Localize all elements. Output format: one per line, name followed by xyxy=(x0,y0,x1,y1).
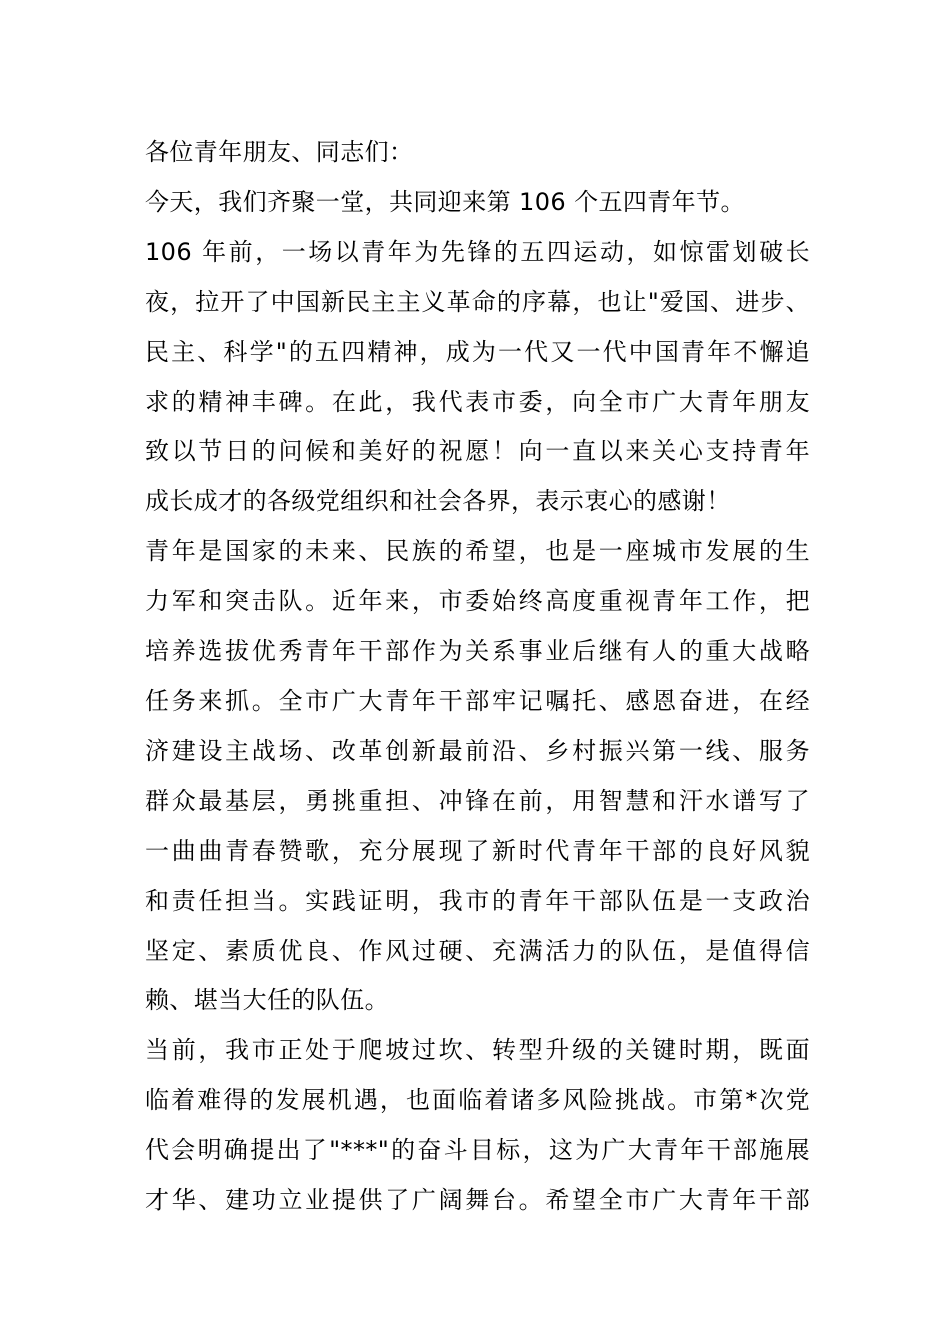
paragraph-youth-cadres xyxy=(145,527,810,1026)
paragraph-opening xyxy=(145,178,810,527)
paragraph-line: 青年是国家的未来、民族的希望，也是一座城市发展的生 xyxy=(145,537,810,566)
paragraph-line: 代会明确提出了"***"的奋斗目标，这为广大青年干部施展 xyxy=(145,1136,810,1165)
paragraph-current-period xyxy=(145,1026,810,1226)
paragraph-line: 成长成才的各级党组织和社会各界，表示衷心的感谢！ xyxy=(145,487,731,516)
paragraph-line: 夜，拉开了中国新民主主义革命的序幕，也让"爱国、进步、 xyxy=(145,287,810,316)
paragraph-line: 培养选拔优秀青年干部作为关系事业后继有人的重大战略 xyxy=(145,637,810,666)
paragraph-line: 任务来抓。全市广大青年干部牢记嘱托、感恩奋进，在经 xyxy=(145,686,810,715)
paragraph-line: 赖、堪当大任的队伍。 xyxy=(145,986,389,1015)
paragraph-line: 求的精神丰碑。在此，我代表市委，向全市广大青年朋友 xyxy=(145,387,810,416)
paragraph-line: 才华、建功立业提供了广阔舞台。希望全市广大青年干部 xyxy=(145,1186,810,1215)
paragraph-line: 临着难得的发展机遇，也面临着诸多风险挑战。市第*次党 xyxy=(145,1086,810,1115)
paragraph-line: 106 年前，一场以青年为先锋的五四运动，如惊雷划破长 xyxy=(145,237,810,266)
salutation: 各位青年朋友、同志们： xyxy=(145,138,414,166)
paragraph-line: 民主、科学"的五四精神，成为一代又一代中国青年不懈追 xyxy=(145,337,810,366)
paragraph-line: 济建设主战场、改革创新最前沿、乡村振兴第一线、服务 xyxy=(145,736,810,765)
speech-text xyxy=(145,128,810,1226)
paragraph-line: 和责任担当。实践证明，我市的青年干部队伍是一支政治 xyxy=(145,886,810,915)
paragraph-line: 致以节日的问候和美好的祝愿！向一直以来关心支持青年 xyxy=(145,437,810,466)
paragraph-line: 一曲曲青春赞歌，充分展现了新时代青年干部的良好风貌 xyxy=(145,836,810,865)
paragraph-line: 力军和突击队。近年来，市委始终高度重视青年工作，把 xyxy=(145,587,810,616)
paragraph-line: 坚定、素质优良、作风过硬、充满活力的队伍，是值得信 xyxy=(145,936,810,965)
paragraph-line: 当前，我市正处于爬坡过坎、转型升级的关键时期，既面 xyxy=(145,1036,810,1065)
paragraph-line: 今天，我们齐聚一堂，共同迎来第 106 个五四青年节。 xyxy=(145,187,745,216)
paragraph-line: 群众最基层，勇挑重担、冲锋在前，用智慧和汗水谱写了 xyxy=(145,786,810,815)
